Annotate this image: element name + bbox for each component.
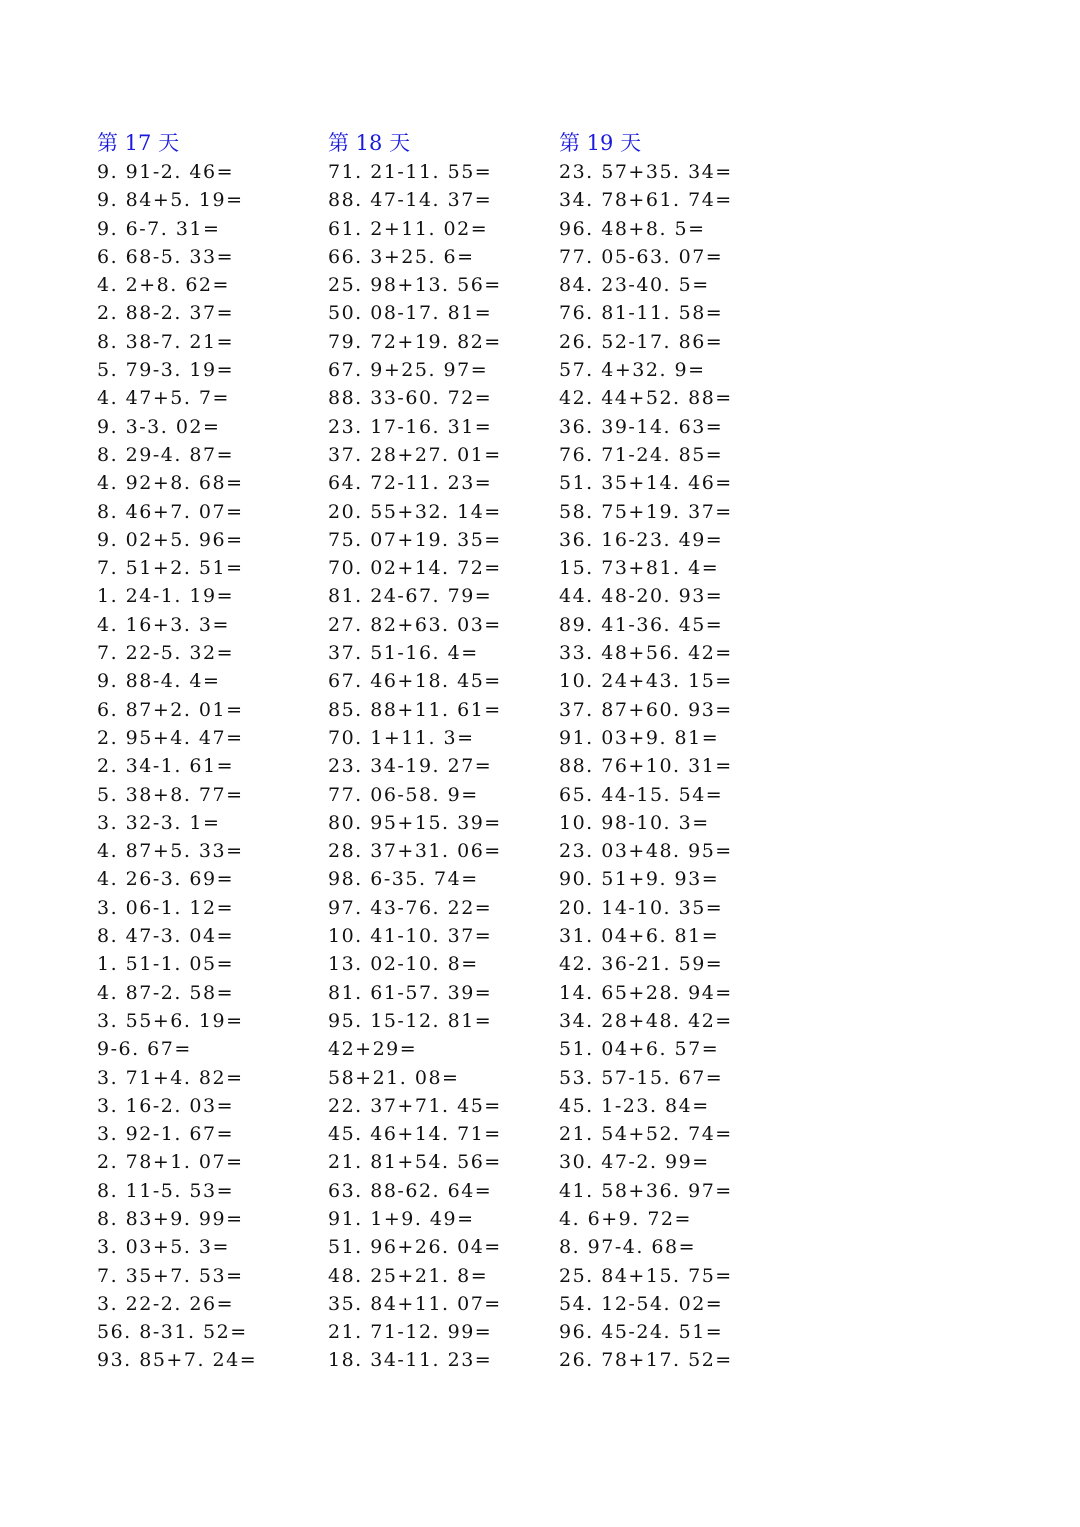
- problem-item: 37. 87+60. 93=: [559, 698, 733, 721]
- problem-item: 5. 79-3. 19=: [97, 359, 235, 382]
- problem-item: 9. 91-2. 46=: [97, 161, 235, 183]
- problem-item: 30. 47-2. 99=: [559, 1151, 710, 1174]
- problem-item: 28. 37+31. 06=: [328, 840, 502, 863]
- problem-item: 41. 58+36. 97=: [559, 1179, 733, 1202]
- problem-item: 61. 2+11. 02=: [328, 217, 489, 240]
- problem-item: 3. 32-3. 1=: [97, 811, 221, 834]
- problem-item: 4. 92+8. 68=: [97, 472, 244, 495]
- problem-item: 76. 81-11. 58=: [559, 302, 724, 325]
- problem-item: 20. 14-10. 35=: [559, 896, 724, 919]
- problem-item: 98. 6-35. 74=: [328, 868, 479, 891]
- problem-item: 70. 02+14. 72=: [328, 557, 502, 580]
- problem-item: 10. 98-10. 3=: [559, 811, 710, 834]
- problem-item: 56. 8-31. 52=: [97, 1321, 248, 1344]
- problem-item: 13. 02-10. 8=: [328, 953, 479, 976]
- problem-item: 45. 1-23. 84=: [559, 1094, 710, 1117]
- problem-item: 1. 51-1. 05=: [97, 953, 235, 976]
- problem-item: 88. 33-60. 72=: [328, 387, 493, 410]
- problem-item: 3. 92-1. 67=: [97, 1123, 235, 1146]
- problem-item: 23. 57+35. 34=: [559, 161, 733, 183]
- problem-item: 58. 75+19. 37=: [559, 500, 733, 523]
- problem-item: 4. 16+3. 3=: [97, 613, 230, 636]
- problem-item: 22. 37+71. 45=: [328, 1094, 502, 1117]
- day-19-column: [559, 128, 779, 1375]
- day-19-problem-list: [559, 158, 779, 1375]
- problem-item: 18. 34-11. 23=: [328, 1349, 493, 1372]
- problem-item: 84. 23-40. 5=: [559, 274, 710, 297]
- problem-item: 1. 24-1. 19=: [97, 585, 235, 608]
- problem-item: 7. 51+2. 51=: [97, 557, 244, 580]
- problem-item: 45. 46+14. 71=: [328, 1123, 502, 1146]
- problem-item: 64. 72-11. 23=: [328, 472, 493, 495]
- problem-item: 9. 3-3. 02=: [97, 415, 221, 438]
- problem-item: 90. 51+9. 93=: [559, 868, 720, 891]
- problem-item: 88. 47-14. 37=: [328, 189, 493, 212]
- problem-item: 8. 11-5. 53=: [97, 1179, 235, 1202]
- problem-item: 3. 16-2. 03=: [97, 1094, 235, 1117]
- problem-item: 96. 45-24. 51=: [559, 1321, 724, 1344]
- problem-item: 89. 41-36. 45=: [559, 613, 724, 636]
- problem-item: 50. 08-17. 81=: [328, 302, 493, 325]
- problem-item: 21. 81+54. 56=: [328, 1151, 502, 1174]
- problem-item: 6. 87+2. 01=: [97, 698, 244, 721]
- problem-item: 4. 47+5. 7=: [97, 387, 230, 410]
- problem-item: 35. 84+11. 07=: [328, 1292, 502, 1315]
- problem-item: 21. 54+52. 74=: [559, 1123, 733, 1146]
- problem-item: 63. 88-62. 64=: [328, 1179, 493, 1202]
- problem-item: 66. 3+25. 6=: [328, 245, 475, 268]
- problem-item: 23. 17-16. 31=: [328, 415, 493, 438]
- problem-item: 10. 41-10. 37=: [328, 925, 493, 948]
- problem-item: 42. 44+52. 88=: [559, 387, 733, 410]
- problem-item: 4. 26-3. 69=: [97, 868, 235, 891]
- problem-item: 14. 65+28. 94=: [559, 981, 733, 1004]
- problem-item: 26. 78+17. 52=: [559, 1349, 733, 1372]
- problem-item: 3. 03+5. 3=: [97, 1236, 230, 1259]
- problem-item: 88. 76+10. 31=: [559, 755, 733, 778]
- problem-item: 85. 88+11. 61=: [328, 698, 502, 721]
- problem-item: 48. 25+21. 8=: [328, 1264, 489, 1287]
- day-19-title: 第 19 天: [559, 131, 642, 155]
- problem-item: 37. 28+27. 01=: [328, 443, 502, 466]
- problem-item: 7. 35+7. 53=: [97, 1264, 244, 1287]
- problem-item: 25. 98+13. 56=: [328, 274, 502, 297]
- problem-item: 4. 2+8. 62=: [97, 274, 230, 297]
- problem-item: 7. 22-5. 32=: [97, 642, 235, 665]
- problem-item: 95. 15-12. 81=: [328, 1009, 493, 1032]
- problem-item: 9. 88-4. 4=: [97, 670, 221, 693]
- problem-item: 54. 12-54. 02=: [559, 1292, 724, 1315]
- problem-item: 4. 87-2. 58=: [97, 981, 235, 1004]
- problem-item: 91. 1+9. 49=: [328, 1207, 475, 1230]
- problem-item: 81. 61-57. 39=: [328, 981, 493, 1004]
- problem-item: 67. 9+25. 97=: [328, 359, 489, 382]
- problem-item: 65. 44-15. 54=: [559, 783, 724, 806]
- problem-item: 10. 24+43. 15=: [559, 670, 733, 693]
- problem-item: 34. 28+48. 42=: [559, 1009, 733, 1032]
- problem-item: 75. 07+19. 35=: [328, 528, 502, 551]
- problem-item: 51. 96+26. 04=: [328, 1236, 502, 1259]
- problem-item: 6. 68-5. 33=: [97, 245, 235, 268]
- problem-item: 36. 16-23. 49=: [559, 528, 724, 551]
- problem-item: 2. 95+4. 47=: [97, 726, 244, 749]
- problem-item: 3. 71+4. 82=: [97, 1066, 244, 1089]
- problem-item: 8. 47-3. 04=: [97, 925, 235, 948]
- problem-item: 70. 1+11. 3=: [328, 726, 475, 749]
- problem-item: 23. 34-19. 27=: [328, 755, 493, 778]
- problem-item: 93. 85+7. 24=: [97, 1349, 258, 1372]
- day-17-column: [97, 128, 317, 1375]
- problem-item: 25. 84+15. 75=: [559, 1264, 733, 1287]
- problem-item: 91. 03+9. 81=: [559, 726, 720, 749]
- day-18-column: [328, 128, 548, 1375]
- problem-item: 71. 21-11. 55=: [328, 161, 493, 183]
- problem-item: 36. 39-14. 63=: [559, 415, 724, 438]
- problem-item: 37. 51-16. 4=: [328, 642, 479, 665]
- problem-item: 23. 03+48. 95=: [559, 840, 733, 863]
- problem-item: 8. 97-4. 68=: [559, 1236, 697, 1259]
- problem-item: 31. 04+6. 81=: [559, 925, 720, 948]
- problem-item: 3. 22-2. 26=: [97, 1292, 235, 1315]
- problem-item: 4. 6+9. 72=: [559, 1207, 692, 1230]
- problem-item: 8. 38-7. 21=: [97, 330, 235, 353]
- problem-item: 81. 24-67. 79=: [328, 585, 493, 608]
- problem-item: 21. 71-12. 99=: [328, 1321, 493, 1344]
- problem-item: 80. 95+15. 39=: [328, 811, 502, 834]
- problem-item: 58+21. 08=: [328, 1066, 460, 1089]
- problem-item: 2. 88-2. 37=: [97, 302, 235, 325]
- problem-item: 34. 78+61. 74=: [559, 189, 733, 212]
- problem-item: 9-6. 67=: [97, 1038, 192, 1061]
- problem-item: 9. 02+5. 96=: [97, 528, 244, 551]
- problem-item: 8. 29-4. 87=: [97, 443, 235, 466]
- problem-item: 67. 46+18. 45=: [328, 670, 502, 693]
- problem-item: 96. 48+8. 5=: [559, 217, 706, 240]
- day-18-title: 第 18 天: [328, 131, 411, 155]
- problem-item: 20. 55+32. 14=: [328, 500, 502, 523]
- problem-item: 3. 55+6. 19=: [97, 1009, 244, 1032]
- problem-item: 79. 72+19. 82=: [328, 330, 502, 353]
- problem-item: 42+29=: [328, 1038, 418, 1061]
- problem-item: 9. 84+5. 19=: [97, 189, 244, 212]
- problem-item: 51. 35+14. 46=: [559, 472, 733, 495]
- problem-item: 5. 38+8. 77=: [97, 783, 244, 806]
- problem-item: 3. 06-1. 12=: [97, 896, 235, 919]
- day-17-problem-list: [97, 158, 317, 1375]
- problem-item: 77. 05-63. 07=: [559, 245, 724, 268]
- day-17-title: 第 17 天: [97, 131, 180, 155]
- problem-item: 4. 87+5. 33=: [97, 840, 244, 863]
- problem-item: 44. 48-20. 93=: [559, 585, 724, 608]
- problem-item: 77. 06-58. 9=: [328, 783, 479, 806]
- problem-item: 57. 4+32. 9=: [559, 359, 706, 382]
- day-18-problem-list: [328, 158, 548, 1375]
- problem-item: 15. 73+81. 4=: [559, 557, 720, 580]
- problem-item: 8. 83+9. 99=: [97, 1207, 244, 1230]
- problem-item: 8. 46+7. 07=: [97, 500, 244, 523]
- problem-item: 42. 36-21. 59=: [559, 953, 724, 976]
- problem-item: 76. 71-24. 85=: [559, 443, 724, 466]
- problem-item: 26. 52-17. 86=: [559, 330, 724, 353]
- problem-item: 53. 57-15. 67=: [559, 1066, 724, 1089]
- problem-item: 97. 43-76. 22=: [328, 896, 493, 919]
- problem-item: 2. 34-1. 61=: [97, 755, 235, 778]
- problem-item: 2. 78+1. 07=: [97, 1151, 244, 1174]
- problem-item: 27. 82+63. 03=: [328, 613, 502, 636]
- problem-item: 51. 04+6. 57=: [559, 1038, 720, 1061]
- problem-item: 33. 48+56. 42=: [559, 642, 733, 665]
- problem-item: 9. 6-7. 31=: [97, 217, 221, 240]
